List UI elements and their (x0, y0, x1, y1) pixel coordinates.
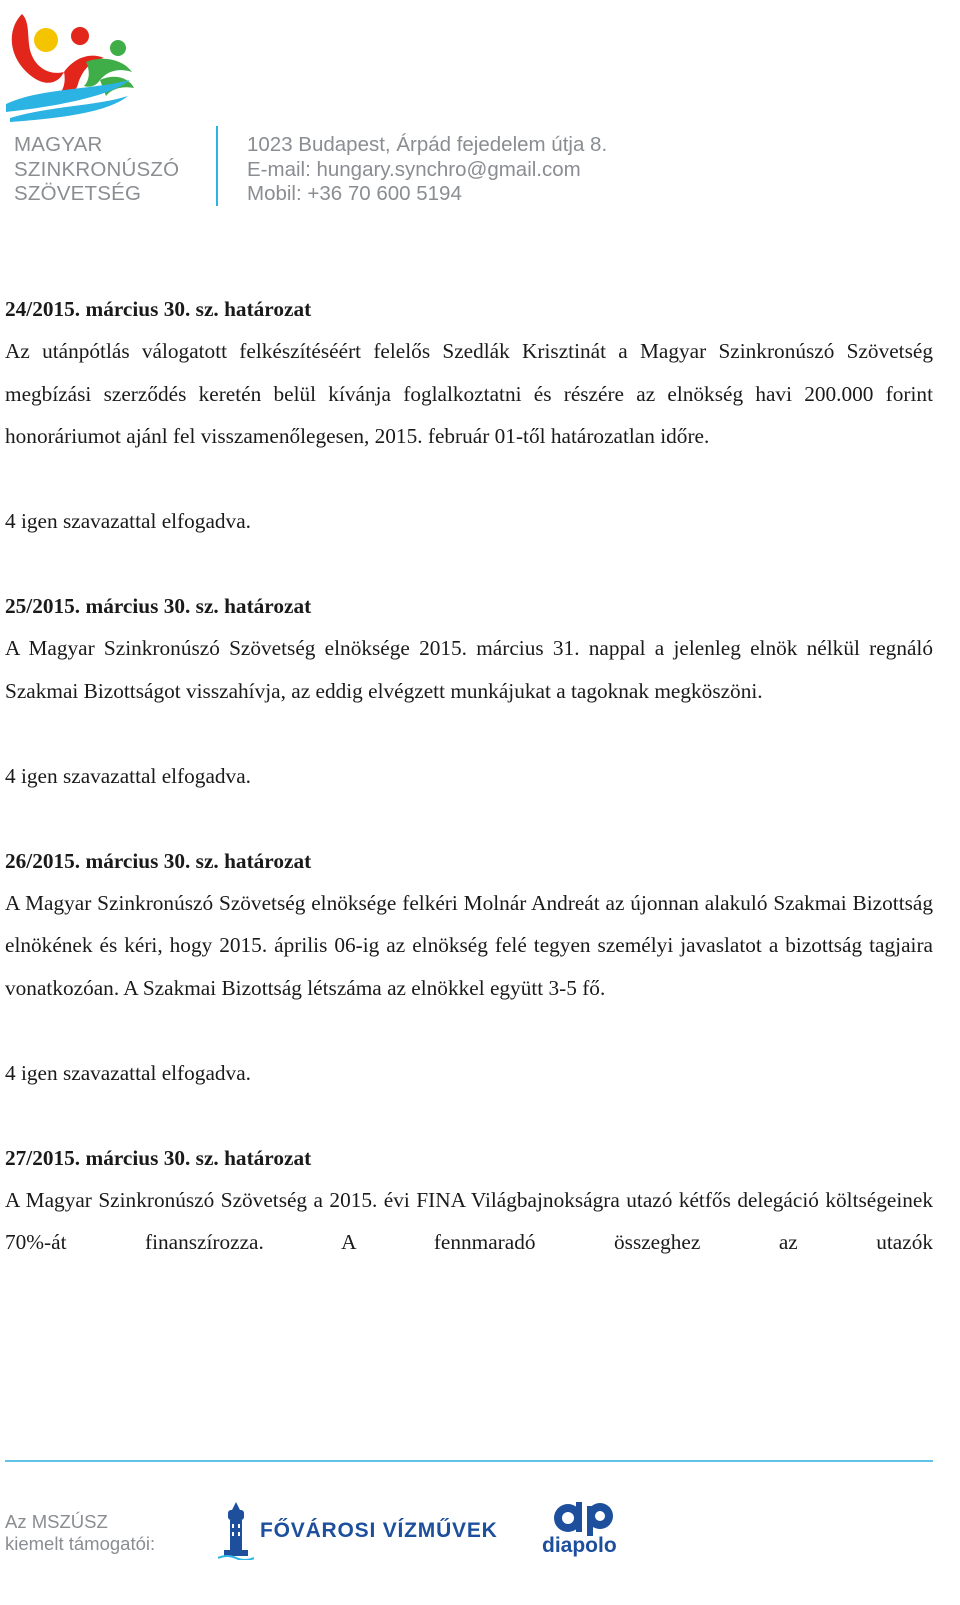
resolution-vote: 4 igen szavazattal elfogadva. (5, 763, 251, 788)
mobile-line: Mobil: +36 70 600 5194 (247, 182, 462, 205)
resolution-24 (5, 288, 933, 542)
resolution-vote: 4 igen szavazattal elfogadva. (5, 509, 251, 534)
resolution-text: A Magyar Szinkronúszó Szövetség elnöksége felkéri Molnár Andreát az újonnan alakuló Szakmai Bizottság elnökének és kéri, hogy 2015. április 06-ig az elnökség felé tegyen személyi javaslatot a bizottság tagjaira vonatkozóan. A Szakmai Bizottság létszáma az elnökkel együtt 3-5 fő. (5, 890, 933, 1000)
resolution-25 (5, 585, 933, 796)
org-name-line-2: SZINKRONÚSZÓ (14, 157, 180, 181)
resolutions-content (5, 288, 933, 1264)
org-name (14, 133, 179, 207)
email-line[interactable]: E-mail: hungary.synchro@gmail.com (247, 157, 581, 181)
supporters-line-2: kiemelt támogatói: (5, 1533, 156, 1554)
resolution-vote: 4 igen szavazattal elfogadva. (5, 1060, 251, 1085)
org-name-line-1: MAGYAR (14, 133, 103, 156)
header-divider (216, 126, 218, 206)
sponsor-diapolo (540, 1500, 630, 1560)
diapolo-logo-icon (548, 1500, 628, 1536)
sponsor1-name: FŐVÁROSI VÍZMŰVEK (260, 1519, 498, 1542)
supporters-line-1: Az MSZÚSZ (5, 1511, 108, 1532)
resolution-text: A Magyar Szinkronúszó Szövetség a 2015. évi FINA Világbajnokságra utazó kétfős delegáció költségeinek 70%-át finanszírozza. A fennmaradó összeghez az utazók (5, 1187, 933, 1255)
resolution-26 (5, 840, 933, 1094)
resolution-title: 24/2015. március 30. sz. határozat (5, 297, 312, 321)
resolution-text: Az utánpótlás válogatott felkészítéséért felelős Szedlák Krisztinát a Magyar Szinkronúszó Szövetség megbízási szerződés keretén belül kívánja foglalkoztatni és részére az elnökség havi 200.000 forint honoráriumot ajánl fel visszamenőlegesen, 2015. február 01-től határozatlan időre. (5, 339, 933, 449)
resolution-27 (5, 1137, 933, 1264)
address-line: 1023 Budapest, Árpád fejedelem útja 8. (247, 133, 608, 156)
resolution-title: 25/2015. március 30. sz. határozat (5, 594, 312, 619)
sponsor2-name: diapolo (542, 1534, 617, 1557)
resolution-title: 26/2015. március 30. sz. határozat (5, 848, 312, 873)
federation-logo-icon (0, 0, 150, 130)
resolution-title: 27/2015. március 30. sz. határozat (5, 1145, 312, 1170)
sponsor-fovarosi-vizmuvek (218, 1500, 498, 1560)
footer-divider (5, 1460, 933, 1462)
supporters-label (5, 1511, 155, 1555)
org-name-line-3: SZÖVETSÉG (14, 182, 142, 205)
resolution-text: A Magyar Szinkronúszó Szövetség elnöksége 2015. március 31. nappal a jelenleg elnök nélkül regnáló Szakmai Bizottságot visszahívja, az eddig elvégzett munkájukat a tagoknak megköszöni. (5, 636, 933, 703)
water-tower-icon (218, 1500, 254, 1560)
contact-info (247, 133, 607, 207)
